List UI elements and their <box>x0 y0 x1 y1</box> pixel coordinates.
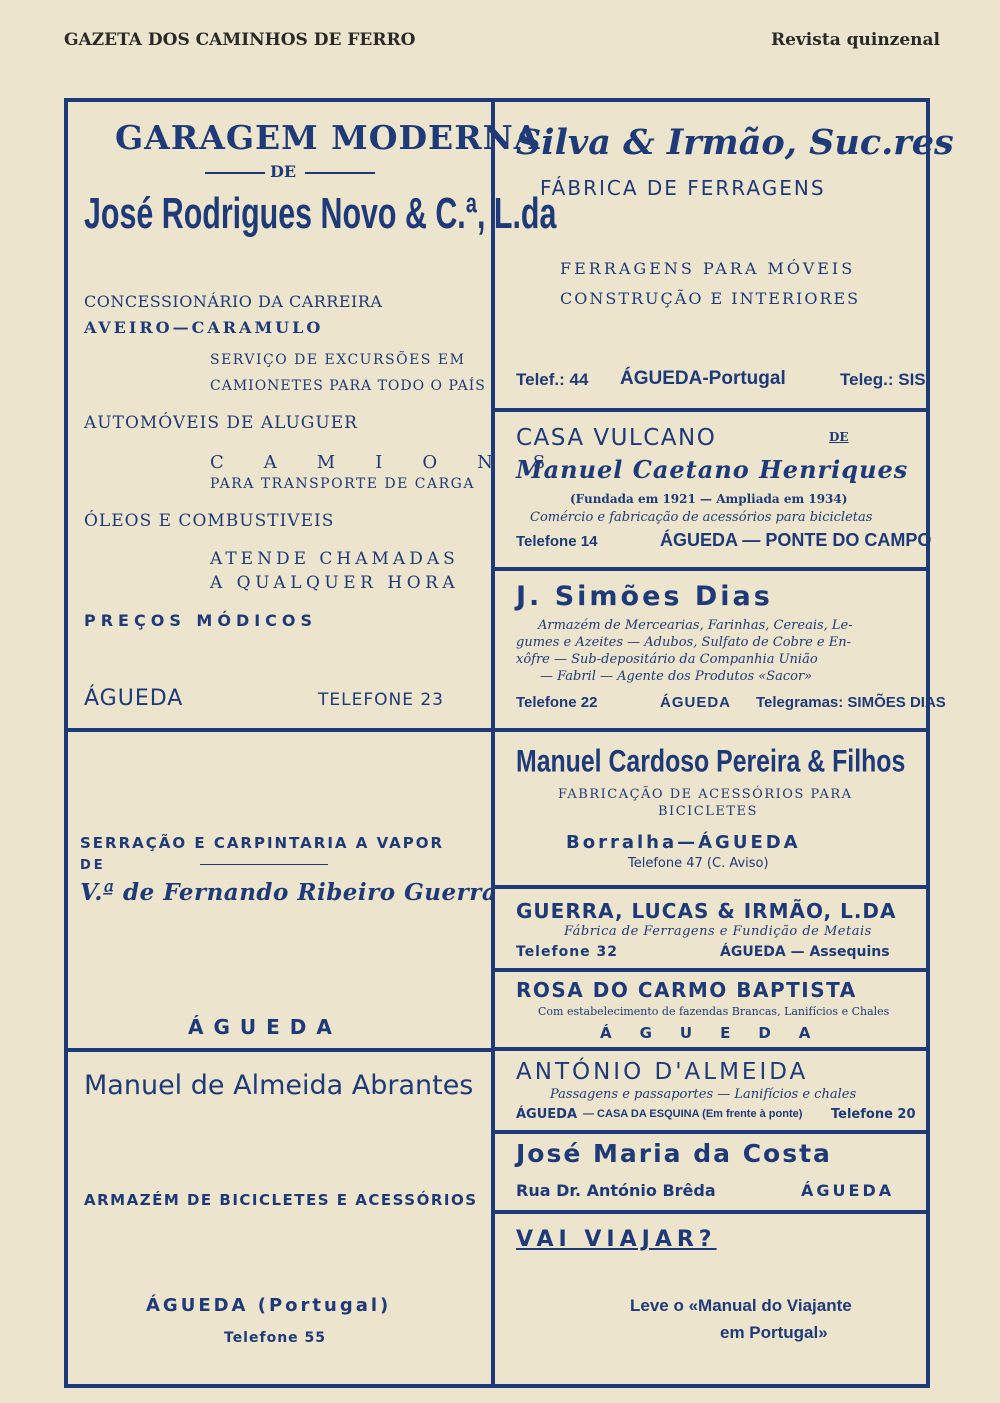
garagem-route: AVEIRO—CARAMULO <box>84 318 324 337</box>
garagem-concession: CONCESSIONÁRIO DA CARREIRA <box>84 292 383 311</box>
cardoso-name: Manuel Cardoso Pereira & Filhos <box>516 744 906 779</box>
garagem-excursions-1: SERVIÇO DE EXCURSÕES EM <box>210 352 466 368</box>
serracao-title: SERRAÇÃO E CARPINTARIA A VAPOR <box>80 834 445 852</box>
serracao-town: ÁGUEDA <box>188 1015 342 1039</box>
viajar-title: VAI VIAJAR? <box>516 1227 717 1252</box>
antonio-shop: — CASA DA ESQUINA (Em frente à ponte) <box>583 1108 803 1120</box>
cardoso-trade-2: BICICLETES <box>658 804 758 819</box>
cardoso-trade-1: FABRICAÇÃO DE ACESSÓRIOS PARA <box>558 787 853 802</box>
silva-teleg: Teleg.: SIS <box>840 370 926 389</box>
antonio-town: ÁGUEDA <box>516 1107 578 1122</box>
garagem-calls-2: A QUALQUER HORA <box>210 573 460 593</box>
vulcano-founded: (Fundada em 1921 — Ampliada em 1934) <box>570 492 848 506</box>
garagem-title: GARAGEM MODERNA <box>115 118 541 157</box>
garagem-owner: José Rodrigues Novo & C.ª, L.da <box>84 190 557 239</box>
left-divider <box>64 1048 494 1052</box>
garagem-trucks: CAMIONS <box>210 452 586 473</box>
guerra-town: ÁGUEDA — Assequins <box>720 944 890 960</box>
simoes-name: J. Simões Dias <box>516 581 773 612</box>
serracao-de: DE <box>80 858 106 873</box>
simoes-teleg: Telegramas: SIMÕES DIAS <box>756 694 946 711</box>
antonio-name: ANTÓNIO D'ALMEIDA <box>516 1059 809 1085</box>
simoes-desc-2: gumes e Azeites — Adubos, Sulfato de Cobre e En- <box>516 635 851 650</box>
garagem-rental: AUTOMÓVEIS DE ALUGUER <box>84 413 358 433</box>
garagem-trucks-sub: PARA TRANSPORTE DE CARGA <box>210 476 475 492</box>
simoes-town: ÁGUEDA <box>660 694 732 711</box>
antonio-trade: Passagens e passaportes — Lanifícios e chales <box>550 1087 857 1102</box>
costa-street: Rua Dr. António Brêda <box>516 1181 716 1200</box>
antonio-phone: Telefone 20 <box>831 1107 916 1122</box>
abrantes-town: ÁGUEDA (Portugal) <box>146 1295 392 1316</box>
costa-town: ÁGUEDA <box>801 1181 895 1200</box>
serracao-owner: V.ª de Fernando Ribeiro Guerra <box>80 879 498 906</box>
silva-line-1: FERRAGENS PARA MÓVEIS <box>560 259 856 278</box>
viajar-line-1: Leve o «Manual do Viajante <box>630 1296 852 1315</box>
rosa-town: ÁGUEDA <box>600 1024 839 1042</box>
vulcano-name: CASA VULCANO <box>516 425 717 451</box>
abrantes-phone: Telefone 55 <box>224 1330 327 1346</box>
running-header-subtitle: Revista quinzenal <box>770 30 940 50</box>
silva-line-2: CONSTRUÇÃO E INTERIORES <box>560 289 861 308</box>
garagem-prices: PREÇOS MÓDICOS <box>84 611 318 630</box>
garagem-phone: TELEFONE 23 <box>318 690 444 710</box>
cardoso-phone: Telefone 47 (C. Aviso) <box>628 856 769 871</box>
silva-phone: Telef.: 44 <box>516 370 589 389</box>
viajar-line-2: em Portugal» <box>720 1323 828 1342</box>
simoes-desc-3: xôfre — Sub-depositário da Companhia União <box>516 652 818 667</box>
vulcano-phone: Telefone 14 <box>516 533 598 550</box>
garagem-calls-1: ATENDE CHAMADAS <box>210 549 459 569</box>
abrantes-trade: ARMAZÉM DE BICICLETES E ACESSÓRIOS <box>84 1191 478 1209</box>
vulcano-owner: Manuel Caetano Henriques <box>516 455 909 484</box>
abrantes-name: Manuel de Almeida Abrantes <box>84 1070 474 1101</box>
costa-name: José Maria da Costa <box>516 1139 832 1168</box>
simoes-desc-4: — Fabril — Agente dos Produtos «Sacor» <box>540 669 813 684</box>
simoes-desc-1: Armazém de Mercearias, Farinhas, Cereais, Le- <box>538 618 853 633</box>
garagem-excursions-2: CAMIONETES PARA TODO O PAÍS <box>210 378 486 394</box>
silva-name: Silva & Irmão, Suc.res <box>516 122 954 163</box>
row-divider <box>64 728 930 732</box>
running-header-title: GAZETA DOS CAMINHOS DE FERRO <box>64 30 416 50</box>
guerra-phone: Telefone 32 <box>516 944 619 960</box>
rosa-name: ROSA DO CARMO BAPTISTA <box>516 978 857 1002</box>
guerra-trade: Fábrica de Ferragens e Fundição de Metais <box>564 924 872 939</box>
simoes-phone: Telefone 22 <box>516 694 598 711</box>
vulcano-de: DE <box>829 430 849 444</box>
silva-factory: FÁBRICA DE FERRAGENS <box>540 176 826 200</box>
silva-town: ÁGUEDA-Portugal <box>620 368 786 389</box>
column-divider <box>491 98 495 1388</box>
vulcano-trade: Comércio e fabricação de acessórios para bicicletas <box>530 510 873 525</box>
guerra-name: GUERRA, LUCAS & IRMÃO, L.DA <box>516 899 897 923</box>
rosa-trade: Com estabelecimento de fazendas Brancas, Lanifícios e Chales <box>538 1005 890 1018</box>
garagem-de: DE <box>270 162 297 181</box>
garagem-town: ÁGUEDA <box>84 686 184 711</box>
vulcano-town: ÁGUEDA — PONTE DO CAMPO <box>660 530 932 550</box>
cardoso-place: Borralha—ÁGUEDA <box>566 832 801 853</box>
garagem-oils: ÓLEOS E COMBUSTIVEIS <box>84 511 335 531</box>
